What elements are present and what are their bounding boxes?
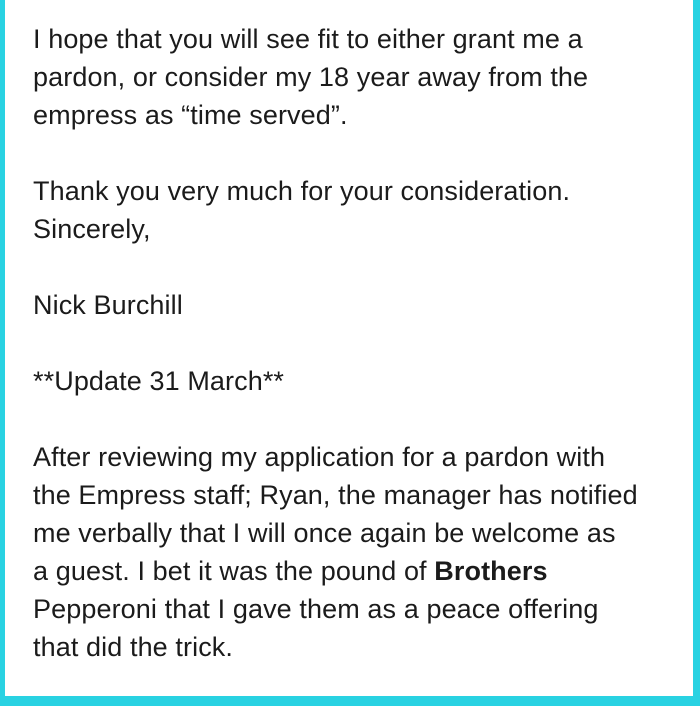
text-line — [33, 476, 671, 514]
text-line — [33, 438, 671, 476]
paragraph — [33, 438, 671, 666]
text-run: the Empress staff; Ryan, the manager has notified — [33, 480, 638, 510]
text-line — [33, 514, 671, 552]
text-line — [33, 58, 671, 96]
text-line — [33, 362, 671, 400]
text-line — [33, 552, 671, 590]
text-line — [33, 20, 671, 58]
text-run: a guest. I bet it was the pound of — [33, 556, 435, 586]
text-line — [33, 590, 671, 628]
text-run: Pepperoni that I gave them as a peace offering — [33, 594, 599, 624]
text-run: Sincerely, — [33, 214, 151, 244]
text-run: **Update 31 March** — [33, 366, 285, 396]
text-line — [33, 628, 671, 666]
text-line — [33, 210, 671, 248]
paragraph — [33, 172, 671, 248]
text-run: pardon, or consider my 18 year away from the — [33, 62, 589, 92]
paragraph — [33, 20, 671, 134]
text-run: Nick Burchill — [33, 290, 183, 320]
text-line — [33, 96, 671, 134]
text-run: After reviewing my application for a pardon with — [33, 442, 606, 472]
text-run: empress as “time served”. — [33, 100, 348, 130]
text-run: me verbally that I will once again be welcome as — [33, 518, 616, 548]
text-run: that did the trick. — [33, 632, 233, 662]
paragraph — [33, 286, 671, 324]
text-line — [33, 172, 671, 210]
paragraph — [33, 362, 671, 400]
letter-body — [5, 0, 693, 696]
text-line — [33, 286, 671, 324]
bold-text-run: Brothers — [434, 556, 548, 586]
text-run: Thank you very much for your consideration. — [33, 176, 571, 206]
text-run: I hope that you will see fit to either grant me a — [33, 24, 583, 54]
